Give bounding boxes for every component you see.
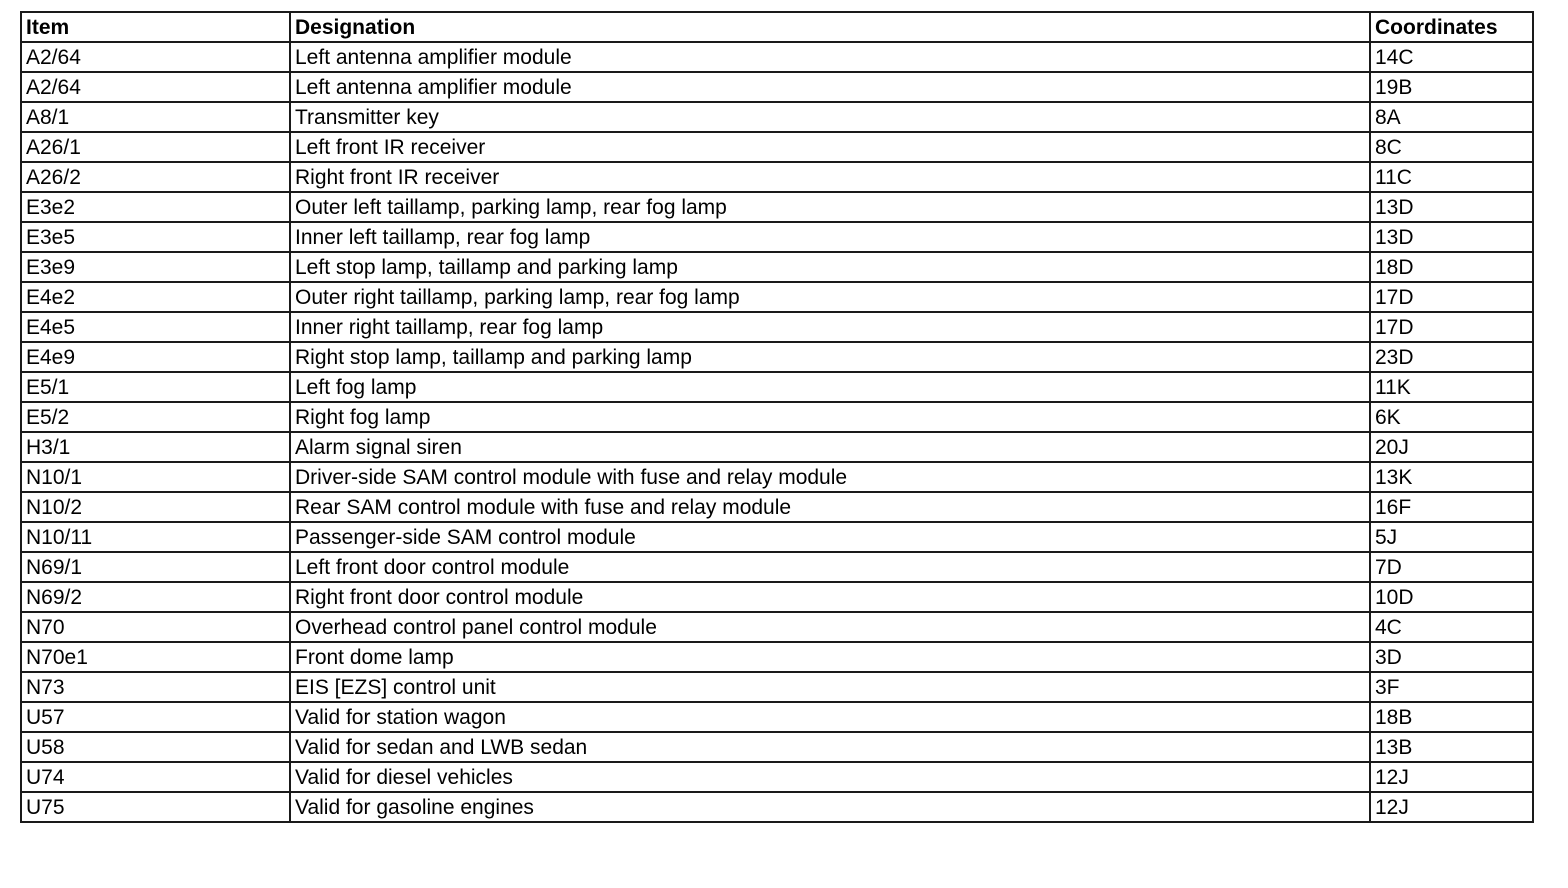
designation-cell: Overhead control panel control module [290, 612, 1370, 642]
table-row [21, 342, 1533, 372]
item-cell: N73 [21, 672, 290, 702]
header-row [21, 12, 1533, 42]
coordinates-cell: 18B [1370, 702, 1533, 732]
designation-cell: Driver-side SAM control module with fuse and relay module [290, 462, 1370, 492]
item-cell: U75 [21, 792, 290, 822]
coordinates-cell: 12J [1370, 792, 1533, 822]
item-cell: E5/1 [21, 372, 290, 402]
table-row [21, 552, 1533, 582]
item-cell: E3e9 [21, 252, 290, 282]
item-cell: U57 [21, 702, 290, 732]
table-row [21, 282, 1533, 312]
designation-cell: Transmitter key [290, 102, 1370, 132]
table-row [21, 192, 1533, 222]
designation-cell: Valid for diesel vehicles [290, 762, 1370, 792]
designation-cell: Left fog lamp [290, 372, 1370, 402]
item-cell: N10/1 [21, 462, 290, 492]
designation-cell: Rear SAM control module with fuse and relay module [290, 492, 1370, 522]
item-cell: A8/1 [21, 102, 290, 132]
header-coordinates: Coordinates [1370, 12, 1533, 42]
table-row [21, 312, 1533, 342]
item-cell: E4e9 [21, 342, 290, 372]
coordinates-cell: 7D [1370, 552, 1533, 582]
designation-cell: Outer left taillamp, parking lamp, rear fog lamp [290, 192, 1370, 222]
designation-cell: Left antenna amplifier module [290, 42, 1370, 72]
coordinates-cell: 11K [1370, 372, 1533, 402]
item-cell: N10/2 [21, 492, 290, 522]
item-cell: A26/2 [21, 162, 290, 192]
designation-cell: Right fog lamp [290, 402, 1370, 432]
designation-cell: EIS [EZS] control unit [290, 672, 1370, 702]
coordinates-cell: 4C [1370, 612, 1533, 642]
table-row [21, 162, 1533, 192]
item-cell: E5/2 [21, 402, 290, 432]
designation-cell: Passenger-side SAM control module [290, 522, 1370, 552]
item-cell: N70e1 [21, 642, 290, 672]
table-row [21, 762, 1533, 792]
table-row [21, 42, 1533, 72]
designation-cell: Inner right taillamp, rear fog lamp [290, 312, 1370, 342]
coordinates-cell: 19B [1370, 72, 1533, 102]
coordinates-cell: 23D [1370, 342, 1533, 372]
designation-cell: Outer right taillamp, parking lamp, rear fog lamp [290, 282, 1370, 312]
table-row [21, 792, 1533, 822]
table-row [21, 252, 1533, 282]
item-cell: E3e2 [21, 192, 290, 222]
designation-cell: Front dome lamp [290, 642, 1370, 672]
table-row [21, 702, 1533, 732]
item-cell: E3e5 [21, 222, 290, 252]
item-cell: N69/1 [21, 552, 290, 582]
designation-cell: Valid for gasoline engines [290, 792, 1370, 822]
designation-cell: Valid for sedan and LWB sedan [290, 732, 1370, 762]
table-row [21, 522, 1533, 552]
designation-cell: Left front door control module [290, 552, 1370, 582]
coordinates-cell: 14C [1370, 42, 1533, 72]
coordinates-cell: 5J [1370, 522, 1533, 552]
designation-cell: Left front IR receiver [290, 132, 1370, 162]
designation-cell: Alarm signal siren [290, 432, 1370, 462]
item-cell: A2/64 [21, 42, 290, 72]
item-cell: H3/1 [21, 432, 290, 462]
header-designation: Designation [290, 12, 1370, 42]
designation-cell: Right stop lamp, taillamp and parking lamp [290, 342, 1370, 372]
table-row [21, 612, 1533, 642]
coordinates-cell: 13D [1370, 192, 1533, 222]
coordinates-cell: 8A [1370, 102, 1533, 132]
table-row [21, 672, 1533, 702]
coordinates-cell: 17D [1370, 312, 1533, 342]
item-cell: N70 [21, 612, 290, 642]
coordinates-cell: 10D [1370, 582, 1533, 612]
coordinates-cell: 6K [1370, 402, 1533, 432]
designation-cell: Left antenna amplifier module [290, 72, 1370, 102]
item-cell: A2/64 [21, 72, 290, 102]
table-row [21, 102, 1533, 132]
coordinates-cell: 13B [1370, 732, 1533, 762]
table-row [21, 732, 1533, 762]
item-cell: U74 [21, 762, 290, 792]
item-cell: N69/2 [21, 582, 290, 612]
table-row [21, 72, 1533, 102]
coordinates-cell: 3D [1370, 642, 1533, 672]
designation-cell: Right front door control module [290, 582, 1370, 612]
item-cell: U58 [21, 732, 290, 762]
item-cell: E4e5 [21, 312, 290, 342]
coordinates-cell: 17D [1370, 282, 1533, 312]
table-row [21, 642, 1533, 672]
table-row [21, 222, 1533, 252]
designation-cell: Left stop lamp, taillamp and parking lamp [290, 252, 1370, 282]
header-item: Item [21, 12, 290, 42]
designation-cell: Right front IR receiver [290, 162, 1370, 192]
coordinates-cell: 16F [1370, 492, 1533, 522]
coordinates-cell: 13K [1370, 462, 1533, 492]
item-cell: N10/11 [21, 522, 290, 552]
table-row [21, 462, 1533, 492]
coordinates-cell: 3F [1370, 672, 1533, 702]
table-row [21, 432, 1533, 462]
table-row [21, 492, 1533, 522]
table-header [21, 12, 1533, 42]
table-body [21, 42, 1533, 822]
table-row [21, 582, 1533, 612]
coordinates-cell: 20J [1370, 432, 1533, 462]
item-cell: E4e2 [21, 282, 290, 312]
coordinates-cell: 18D [1370, 252, 1533, 282]
item-cell: A26/1 [21, 132, 290, 162]
coordinates-cell: 13D [1370, 222, 1533, 252]
coordinates-cell: 12J [1370, 762, 1533, 792]
designation-cell: Inner left taillamp, rear fog lamp [290, 222, 1370, 252]
table-row [21, 132, 1533, 162]
component-legend-table [20, 11, 1534, 823]
coordinates-cell: 8C [1370, 132, 1533, 162]
coordinates-cell: 11C [1370, 162, 1533, 192]
designation-cell: Valid for station wagon [290, 702, 1370, 732]
table-row [21, 372, 1533, 402]
table-row [21, 402, 1533, 432]
